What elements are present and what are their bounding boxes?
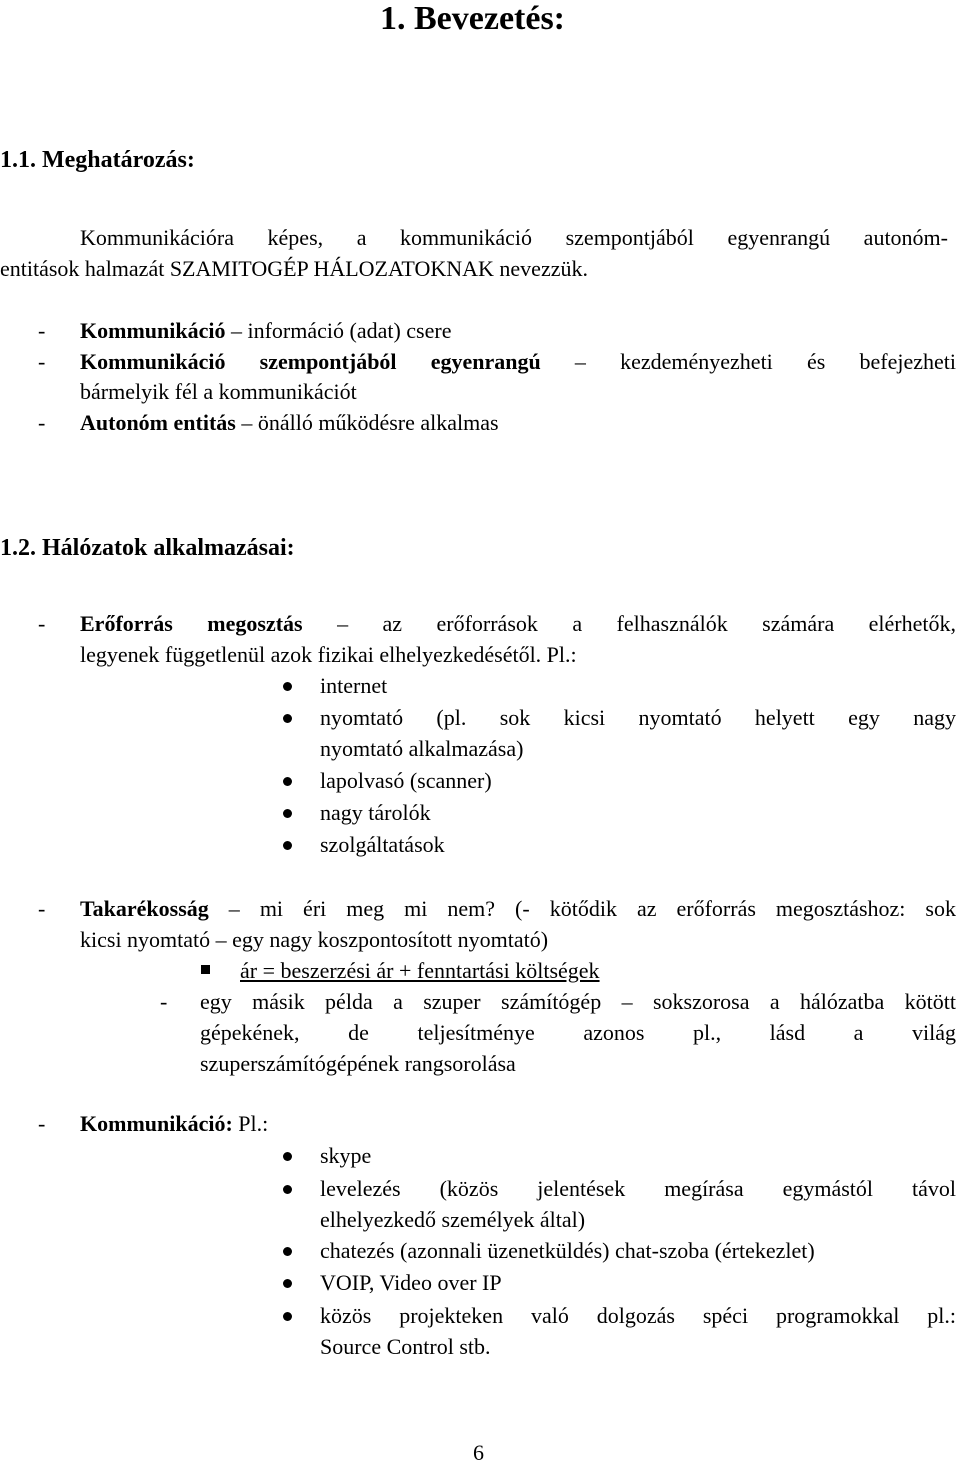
bullet-item: nyomtató (pl. sok kicsi nyomtató helyett egy nagy	[320, 705, 956, 730]
list-dash: -	[38, 349, 46, 374]
bullet-item: VOIP, Video over IP	[320, 1270, 502, 1295]
bullet-item: chatezés (azonnali üzenetküldés) chat-szoba (értekezlet)	[320, 1238, 815, 1263]
item-separator: –	[241, 410, 253, 435]
list-item	[80, 346, 956, 378]
item-term: Kommunikáció szempontjából egyenrangú	[80, 349, 541, 374]
item-term: Takarékosság	[80, 896, 209, 921]
resource-sharing-line1	[80, 608, 956, 640]
list-dash: -	[38, 611, 46, 636]
bullet-icon	[283, 1152, 292, 1161]
list-dash: -	[38, 318, 46, 343]
bullet-icon	[283, 1185, 292, 1194]
list-item-continuation: bármelyik fél a kommunikációt	[80, 379, 357, 404]
item-term: Erőforrás megosztás	[80, 611, 303, 636]
list-item	[80, 407, 499, 439]
item-separator: –	[228, 896, 240, 921]
bullet-icon	[283, 1312, 292, 1321]
bullet-item: közös projekteken való dolgozás spéci programokkal pl.:	[320, 1303, 956, 1328]
section-heading-applications: 1.2. Hálózatok alkalmazásai:	[0, 535, 295, 561]
supercomputer-line3: szuperszámítógépének rangsorolása	[200, 1051, 516, 1076]
bullet-item-continuation: nyomtató alkalmazása)	[320, 736, 524, 761]
item-description: információ (adat) csere	[247, 318, 452, 343]
list-dash: -	[38, 896, 46, 921]
page-number: 6	[473, 1440, 484, 1465]
item-term: Kommunikáció	[80, 318, 226, 343]
bullet-icon	[283, 1279, 292, 1288]
item-description: az erőforrások a felhasználók számára elérhetők,	[382, 611, 957, 636]
list-item	[80, 315, 451, 347]
chapter-title: 1. Bevezetés:	[380, 0, 566, 37]
item-separator: –	[574, 349, 586, 374]
bullet-item: internet	[320, 673, 388, 698]
section-heading-definition: 1.1. Meghatározás:	[0, 147, 195, 173]
list-dash: -	[38, 410, 46, 435]
cost-formula: ár = beszerzési ár + fenntartási költségek	[240, 958, 600, 983]
item-description: mi éri meg mi nem? (- kötődik az erőforrás megosztáshoz: sok	[259, 896, 956, 921]
item-separator: –	[337, 611, 349, 636]
bullet-item: skype	[320, 1143, 372, 1168]
item-separator: –	[230, 318, 242, 343]
saving-line2: kicsi nyomtató – egy nagy koszpontosított nyomtató)	[80, 927, 549, 952]
item-description: Pl.:	[238, 1111, 269, 1136]
item-term: Kommunikáció:	[80, 1111, 233, 1136]
bullet-item: szolgáltatások	[320, 832, 445, 857]
item-description: kezdeményezheti és befejezheti	[620, 349, 956, 374]
bullet-item: nagy tárolók	[320, 800, 431, 825]
bullet-item: levelezés (közös jelentések megírása egymástól távol	[320, 1176, 956, 1201]
bullet-icon	[283, 841, 292, 850]
bullet-item-continuation: Source Control stb.	[320, 1334, 491, 1359]
definition-paragraph-line1: Kommunikációra képes, a kommunikáció szempontjából egyenrangú autonóm-	[80, 225, 948, 250]
item-term: Autonóm entitás	[80, 410, 236, 435]
list-dash: -	[160, 989, 168, 1014]
bullet-icon	[283, 714, 292, 723]
resource-sharing-line2: legyenek függetlenül azok fizikai elhelyezkedésétől. Pl.:	[80, 642, 577, 667]
supercomputer-line1: egy másik példa a szuper számítógép – sokszorosa a hálózatba kötött	[200, 989, 956, 1014]
bullet-item: lapolvasó (scanner)	[320, 768, 492, 793]
definition-paragraph-line2: entitások halmazát SZAMITOGÉP HÁLOZATOKNAK nevezzük.	[0, 256, 588, 281]
item-description: önálló működésre alkalmas	[257, 410, 499, 435]
communication-line	[80, 1108, 268, 1140]
supercomputer-line2: gépekének, de teljesítménye azonos pl., lásd a világ	[200, 1020, 956, 1045]
bullet-icon	[283, 682, 292, 691]
bullet-icon	[283, 777, 292, 786]
saving-line1	[80, 893, 956, 925]
list-dash: -	[38, 1111, 46, 1136]
square-bullet-icon	[201, 965, 210, 974]
bullet-item-continuation: elhelyezkedő személyek által)	[320, 1207, 586, 1232]
bullet-icon	[283, 809, 292, 818]
bullet-icon	[283, 1247, 292, 1256]
